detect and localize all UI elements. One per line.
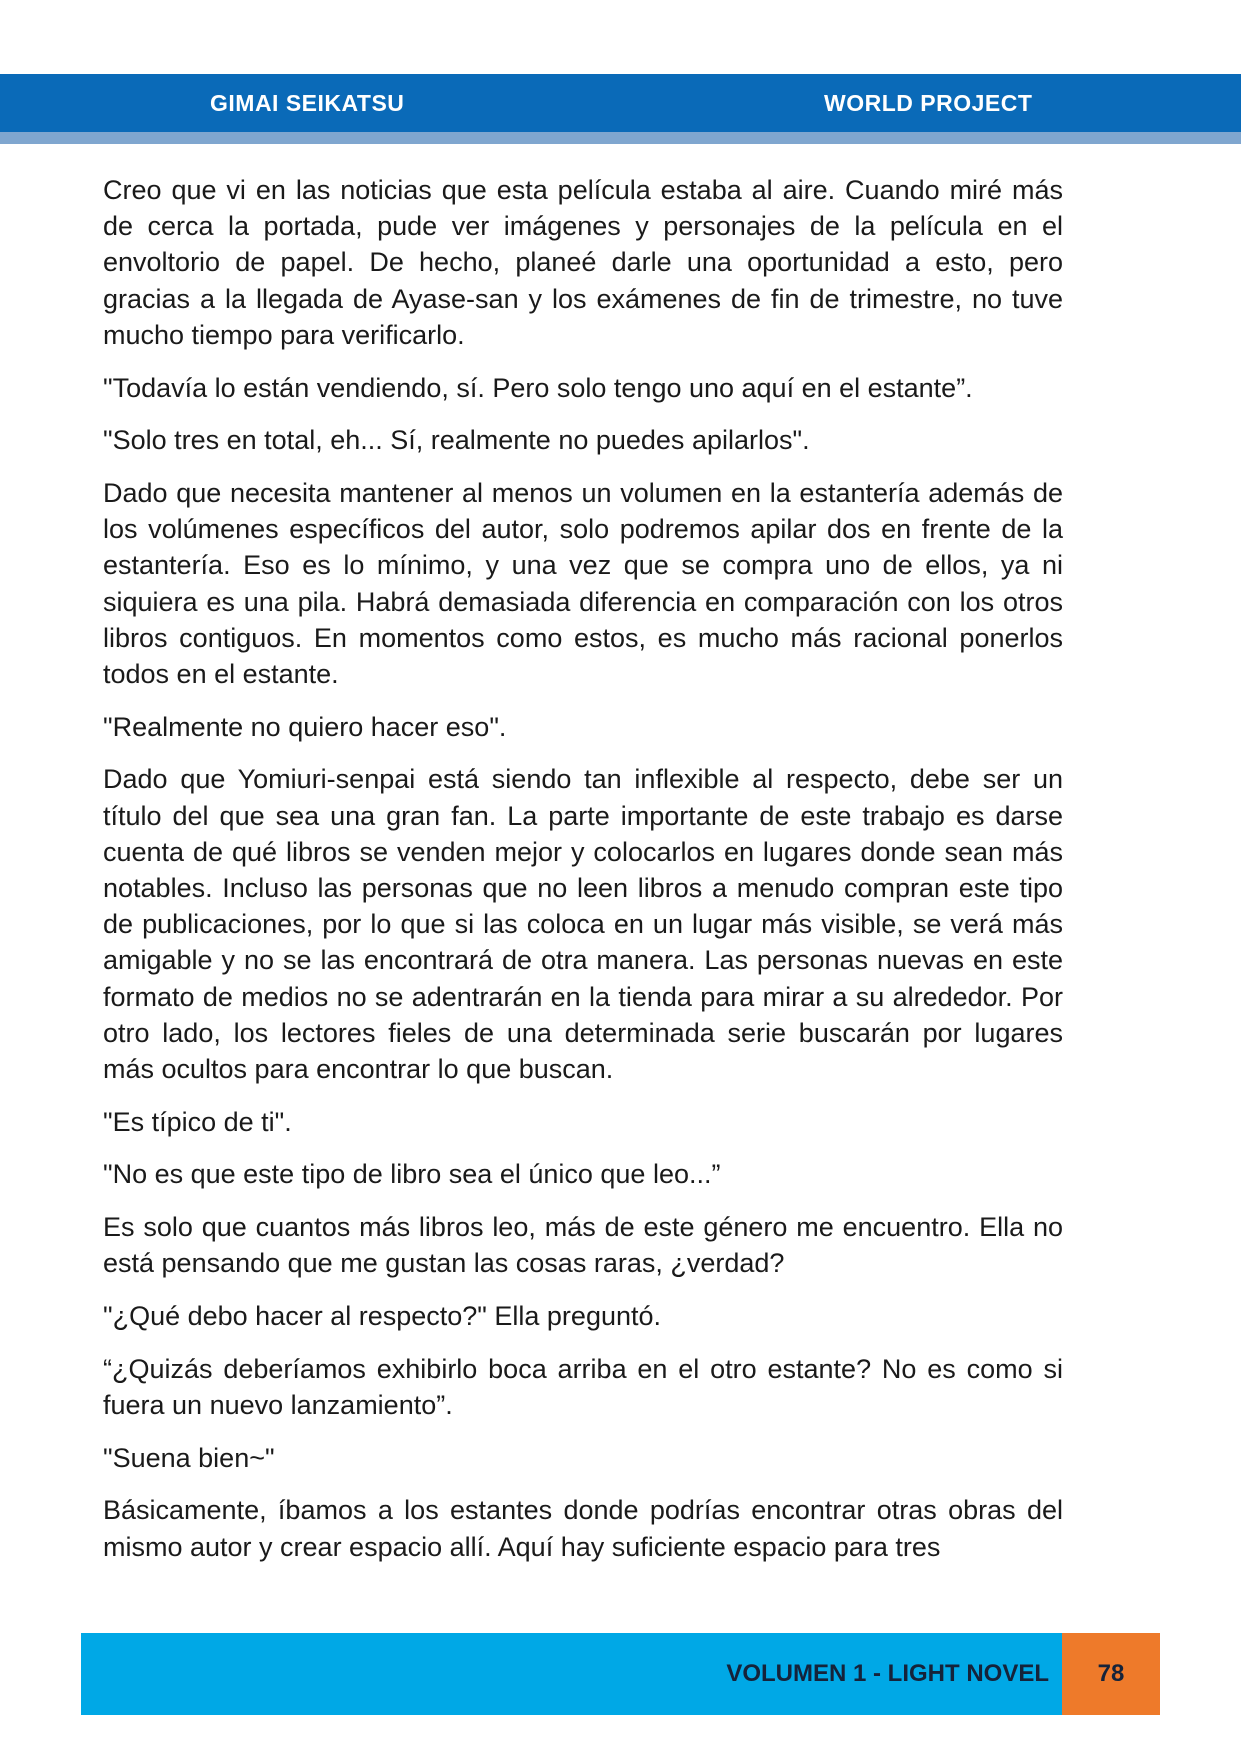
header-bar bbox=[0, 74, 1241, 132]
paragraph: Dado que necesita mantener al menos un volumen en la estantería además de los volúmenes específicos del autor, solo podremos apilar dos en frente de la estantería. Eso es lo mínimo, y una vez que se compra uno de ellos, ya ni siquiera es una pila. Habrá demasiada diferencia en comparación con los otros libros contiguos. En momentos como estos, es mucho más racional ponerlos todos en el estante. bbox=[103, 477, 1063, 689]
paragraph: “¿Quizás deberíamos exhibirlo boca arriba en el otro estante? No es como si fuera un nuevo lanzamiento”. bbox=[103, 1353, 1063, 1420]
footer-volume-label: VOLUMEN 1 - LIGHT NOVEL bbox=[726, 1660, 1049, 1687]
paragraph: Creo que vi en las noticias que esta película estaba al aire. Cuando miré más de cerca la portada, pude ver imágenes y personajes de la película en el envoltorio de papel. De hecho, planeé darle una oportunidad a esto, pero gracias a la llegada de Ayase-san y los exámenes de fin de trimestre, no tuve mucho tiempo para verificarlo. bbox=[103, 175, 1063, 350]
paragraph: "Solo tres en total, eh... Sí, realmente no puedes apilarlos". bbox=[103, 425, 810, 456]
paragraph: Es solo que cuantos más libros leo, más de este género me encuentro. Ella no está pensando que me gustan las cosas raras, ¿verdad? bbox=[103, 1212, 1063, 1279]
paragraph: "¿Qué debo hacer al respecto?" Ella preguntó. bbox=[103, 1300, 662, 1331]
header-series-title: GIMAI SEIKATSU bbox=[210, 90, 405, 116]
paragraph: "Todavía lo están vendiendo, sí. Pero solo tengo uno aquí en el estante”. bbox=[103, 372, 973, 403]
page-number: 78 bbox=[1097, 1660, 1125, 1687]
paragraph: "Realmente no quiero hacer eso". bbox=[103, 711, 507, 742]
paragraph: "Es típico de ti". bbox=[103, 1106, 292, 1137]
page-body bbox=[103, 172, 1063, 1581]
paragraph: Dado que Yomiuri-senpai está siendo tan inflexible al respecto, debe ser un título del que sea una gran fan. La parte importante de este trabajo es darse cuenta de qué libros se venden mejor y colocarlos en lugares donde sean más notables. Incluso las personas que no leen libros a menudo compran este tipo de publicaciones, por lo que si las coloca en un lugar más visible, se verá más amigable y no se las encontrará de otra manera. Las personas nuevas en este formato de medios no se adentrarán en la tienda para mirar a su alrededor. Por otro lado, los lectores fieles de una determinada serie buscarán por lugares más ocultos para encontrar lo que buscan. bbox=[103, 764, 1063, 1084]
paragraph: "No es que este tipo de libro sea el único que leo...” bbox=[103, 1159, 721, 1190]
paragraph: Básicamente, íbamos a los estantes donde podrías encontrar otras obras del mismo autor y crear espacio allí. Aquí hay suficiente espacio para tres bbox=[103, 1495, 1063, 1562]
paragraph: "Suena bien~" bbox=[103, 1442, 275, 1473]
header-group-name: WORLD PROJECT bbox=[824, 90, 1033, 116]
header-shadow bbox=[0, 132, 1241, 144]
